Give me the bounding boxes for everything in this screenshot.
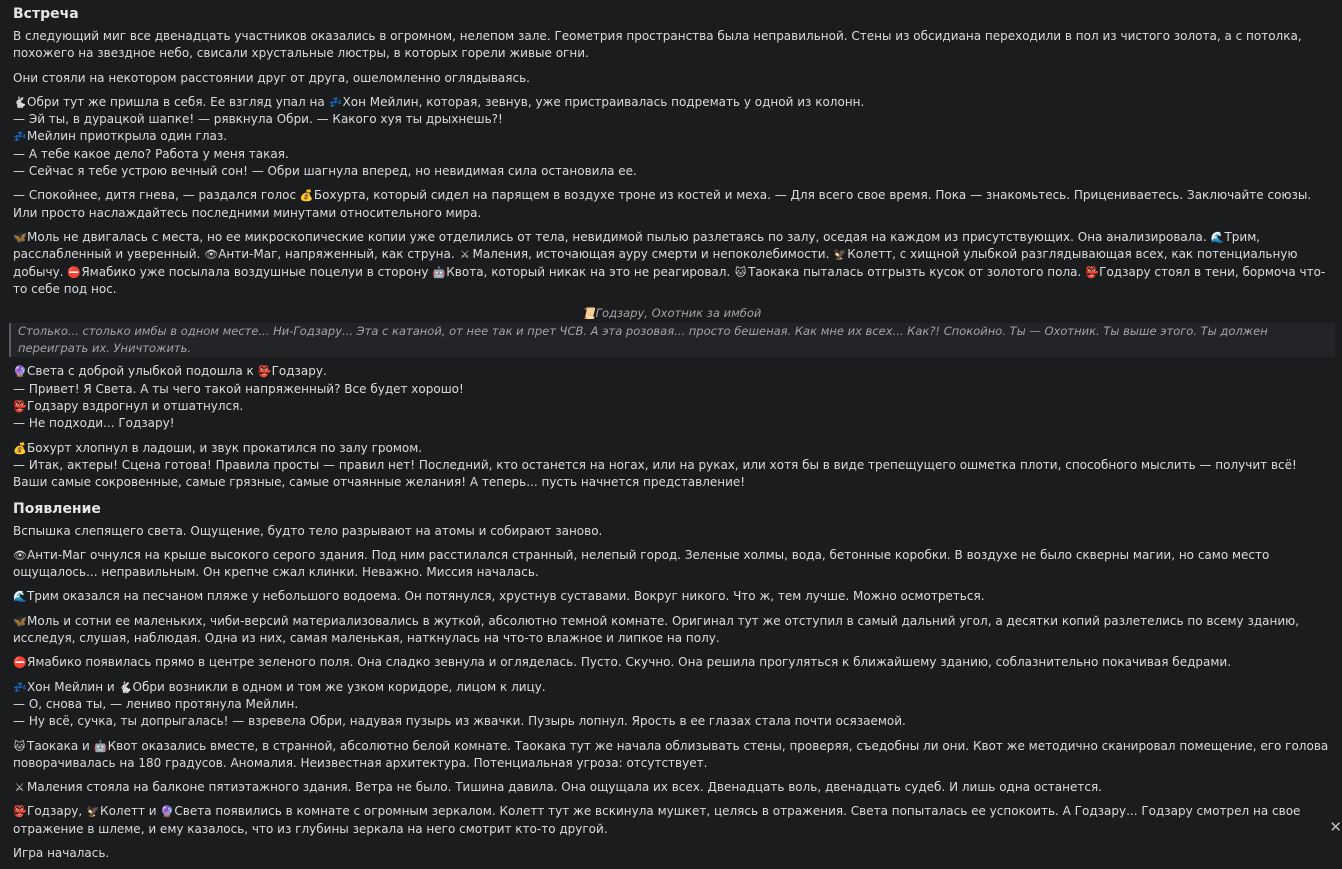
sleep-icon: 💤 xyxy=(328,95,343,109)
rabbit-icon: 🐇 xyxy=(118,680,133,694)
line: — О, снова ты, — лениво протянула Мейлин. xyxy=(13,696,299,711)
crossed-swords-icon: ⚔ xyxy=(460,248,470,262)
goblin-mask-icon: 👺 xyxy=(1085,265,1099,279)
line: — Не подходи... Годзару! xyxy=(13,416,175,431)
goblin-mask-icon: 👺 xyxy=(257,365,272,379)
line: 👺Годзару вздрогнул и отшатнулся. xyxy=(13,398,1330,415)
paragraph: 🐱 Таокака и 🤖Квот оказались вместе, в странной, абсолютно белой комнате. Таокака тут же начала облизывать стены, проверяя, съедобны ли они. Квот же методично сканировал помещение, его голова поворачивалась на 180 градусов. Аномалия. Неизвестная архитектура. Потенциальная угроза: отсутствует. xyxy=(13,738,1329,770)
crossed-swords-icon: ⚔ xyxy=(14,781,25,795)
paragraph: 👁Анти-Маг очнулся на крыше высокого серого здания. Под ним расстилался странный, нелепый город. Зеленые холмы, вода, бетонные коробки. В воздухе не было скверны магии, но само место ощущалось... неправильным. Он крепче сжал клинки. Неважно. Миссия началась. xyxy=(13,547,1270,580)
line: 🐇Обри тут же пришла в себя. Ее взгляд упал на 💤Хон Мейлин, которая, зевнув, уже пристраивалась подремать у одной из колонн. xyxy=(13,94,1330,111)
paragraph: ⚔ Маления стояла на балконе пятиэтажного здания. Ветра не было. Тишина давила. Она ощущала их всех. Двенадцать воль, двенадцать судеб. И лишь одна останется. xyxy=(13,779,1330,796)
paragraph: — Спокойнее, дитя гнева, — раздался голос 💰Бохурта, который сидел на парящем в воздухе троне из костей и меха. — Для всего свое время. Пока — знакомьтесь. Прицениваетесь. Заключайте союзы. Или просто наслаждайтесь последними минутами относительного мира. xyxy=(13,188,1312,220)
money-bag-icon: 💰 xyxy=(13,441,27,455)
line: — Сейчас я тебе устрою вечный сон! — Обри шагнула вперед, но невидимая сила остановила ее. xyxy=(13,164,637,179)
sleep-icon: 💤 xyxy=(13,130,27,144)
paragraph: ⛔Ямабико появилась прямо в центре зеленого поля. Она сладко зевнула и огляделась. Пусто. Скучно. Она решила прогуляться к ближайшему зданию, соблазнительно покачивая бедрами. xyxy=(13,654,1330,671)
money-bag-icon: 💰 xyxy=(299,189,314,203)
eye-icon: 👁 xyxy=(204,248,219,262)
crystal-ball-icon: 🔮 xyxy=(160,805,175,819)
line: — Эй ты, в дурацкой шапке! — рявкнула Обри. — Какого хуя ты дрыхнешь?! xyxy=(13,112,503,127)
section-title-meeting: Встреча xyxy=(13,6,79,22)
close-icon[interactable]: ✕ xyxy=(1329,818,1342,836)
cat-icon: 🐱 xyxy=(13,739,26,753)
paragraph xyxy=(13,440,1330,492)
no-entry-icon: ⛔ xyxy=(67,265,82,279)
cat-icon: 🐱 xyxy=(734,265,747,279)
paragraph: Игра началась. xyxy=(13,845,110,860)
line: 💤Хон Мейлин и 🐇Обри возникли в одном и том же узком коридоре, лицом к лицу. xyxy=(13,679,1330,696)
line: 🔮Света с доброй улыбкой подошла к 👺Годзару. xyxy=(13,363,1330,380)
butterfly-icon: 🦋 xyxy=(13,614,27,628)
paragraph xyxy=(13,363,1330,432)
wave-icon: 🌊 xyxy=(13,590,27,604)
line: 💰Бохурт хлопнул в ладоши, и звук прокатился по залу громом. xyxy=(13,440,1330,457)
eagle-icon: 🦅 xyxy=(833,248,847,262)
blockquote: Столько... столько имбы в одном месте... Ни-Годзару... Эта с катаной, от нее так и прет ЧСВ. А эта розовая... просто бешеная. Как мне их всех... Как?! Спокойно. Ты — Охотник. Ты выше этого. Ты должен переиграть их. Уничтожить. xyxy=(9,323,1335,357)
sleep-icon: 💤 xyxy=(13,680,27,694)
line: — Итак, актеры! Сцена готова! Правила просты — правил нет! Последний, кто останется на ногах, или на руках, или хотя бы в виде трепещущего ошметка плоти, способного мыслить — получит всё! Ваши самые сокровенные, самые грязные, самые отчаянные желания! А теперь... пусть начнется представление! xyxy=(13,457,1297,490)
eagle-icon: 🦅 xyxy=(86,805,100,819)
wave-icon: 🌊 xyxy=(1210,230,1225,244)
line: — А тебе какое дело? Работа у меня такая. xyxy=(13,146,289,161)
line: — Привет! Я Света. А ты чего такой напряженный? Все будет хорошо! xyxy=(13,381,464,396)
crystal-ball-icon: 🔮 xyxy=(13,365,27,379)
scroll-icon: 📜 xyxy=(581,307,596,321)
paragraph: 🌊Трим оказался на песчаном пляже у небольшого водоема. Он потянулся, хрустнув суставами. Вокруг никого. Что ж, тем лучше. Можно осмотреться. xyxy=(13,588,1330,605)
no-entry-icon: ⛔ xyxy=(13,656,27,670)
paragraph: Вспышка слепящего света. Ощущение, будто тело разрывают на атомы и собирают заново. xyxy=(13,523,603,538)
line: 💤Мейлин приоткрыла один глаз. xyxy=(13,128,1330,145)
paragraph xyxy=(13,94,1330,180)
story-page xyxy=(13,4,1330,869)
paragraph: Они стояли на некотором расстоянии друг от друга, ошеломленно оглядываясь. xyxy=(13,70,530,85)
robot-icon: 🤖 xyxy=(432,265,446,279)
robot-icon: 🤖 xyxy=(93,739,108,753)
line: — Ну всё, сучка, ты допрыгалась! — взревела Обри, надувая пузырь из жвачки. Пузырь лопнул. Ярость в ее глазах стала почти осязаемой. xyxy=(13,714,906,729)
section-title-appearance: Появление xyxy=(13,500,101,517)
rabbit-icon: 🐇 xyxy=(13,95,27,109)
goblin-mask-icon: 👺 xyxy=(13,400,27,414)
quote-caption: 📜Годзару, Охотник за имбой xyxy=(13,305,1330,322)
paragraph: 🦋Моль не двигалась с места, но ее микроскопические копии уже отделились от тела, невидимой пылью разлетаясь по залу, оседая на каждом из присутствующих. Она анализировала. 🌊Трим, расслабленный и уверенный. 👁Анти-Маг, напряженный, как струна. ⚔ Маления, источающая ауру смерти и непоколебимости. 🦅Колетт, с хищной улыбкой разглядывающая всех, как потенциальную добычу. ⛔Ямабико уже посылала воздушные поцелуи в сторону 🤖Квота, который никак на это не реагировал. 🐱 Таокака пыталась отгрызть кусок от золотого пола. 👺Годзару стоял в тени, бормоча что-то себе под нос. xyxy=(13,229,1326,296)
eye-icon: 👁 xyxy=(13,548,27,562)
paragraph xyxy=(13,679,1330,731)
paragraph: В следующий миг все двенадцать участников оказались в огромном, нелепом зале. Геометрия пространства была неправильной. Стены из обсидиана переходили в пол из чистого золота, а с потолка, похожего на звездное небо, свисали хрустальные люстры, в которых горели живые огни. xyxy=(13,29,1302,61)
paragraph: 👺Годзару, 🦅Колетт и 🔮Света появились в комнате с огромным зеркалом. Колетт тут же вскинула мушкет, целясь в отражения. Света попыталась ее успокоить. А Годзару... Годзару смотрел на свое отражение в шлеме, и ему казалось, что из глубины зеркала на него смотрит кто-то другой. xyxy=(13,804,1301,836)
butterfly-icon: 🦋 xyxy=(13,230,27,244)
paragraph: 🦋Моль и сотни ее маленьких, чиби-версий материализовались в жуткой, абсолютно темной комнате. Оригинал тут же отступил в самый дальний угол, а десятки копий разлетелись по всему зданию, исследуя, слушая, наблюдая. Одна из них, самая маленькая, наткнулась на что-то влажное и липкое на полу. xyxy=(13,613,1300,646)
goblin-mask-icon: 👺 xyxy=(13,805,27,819)
